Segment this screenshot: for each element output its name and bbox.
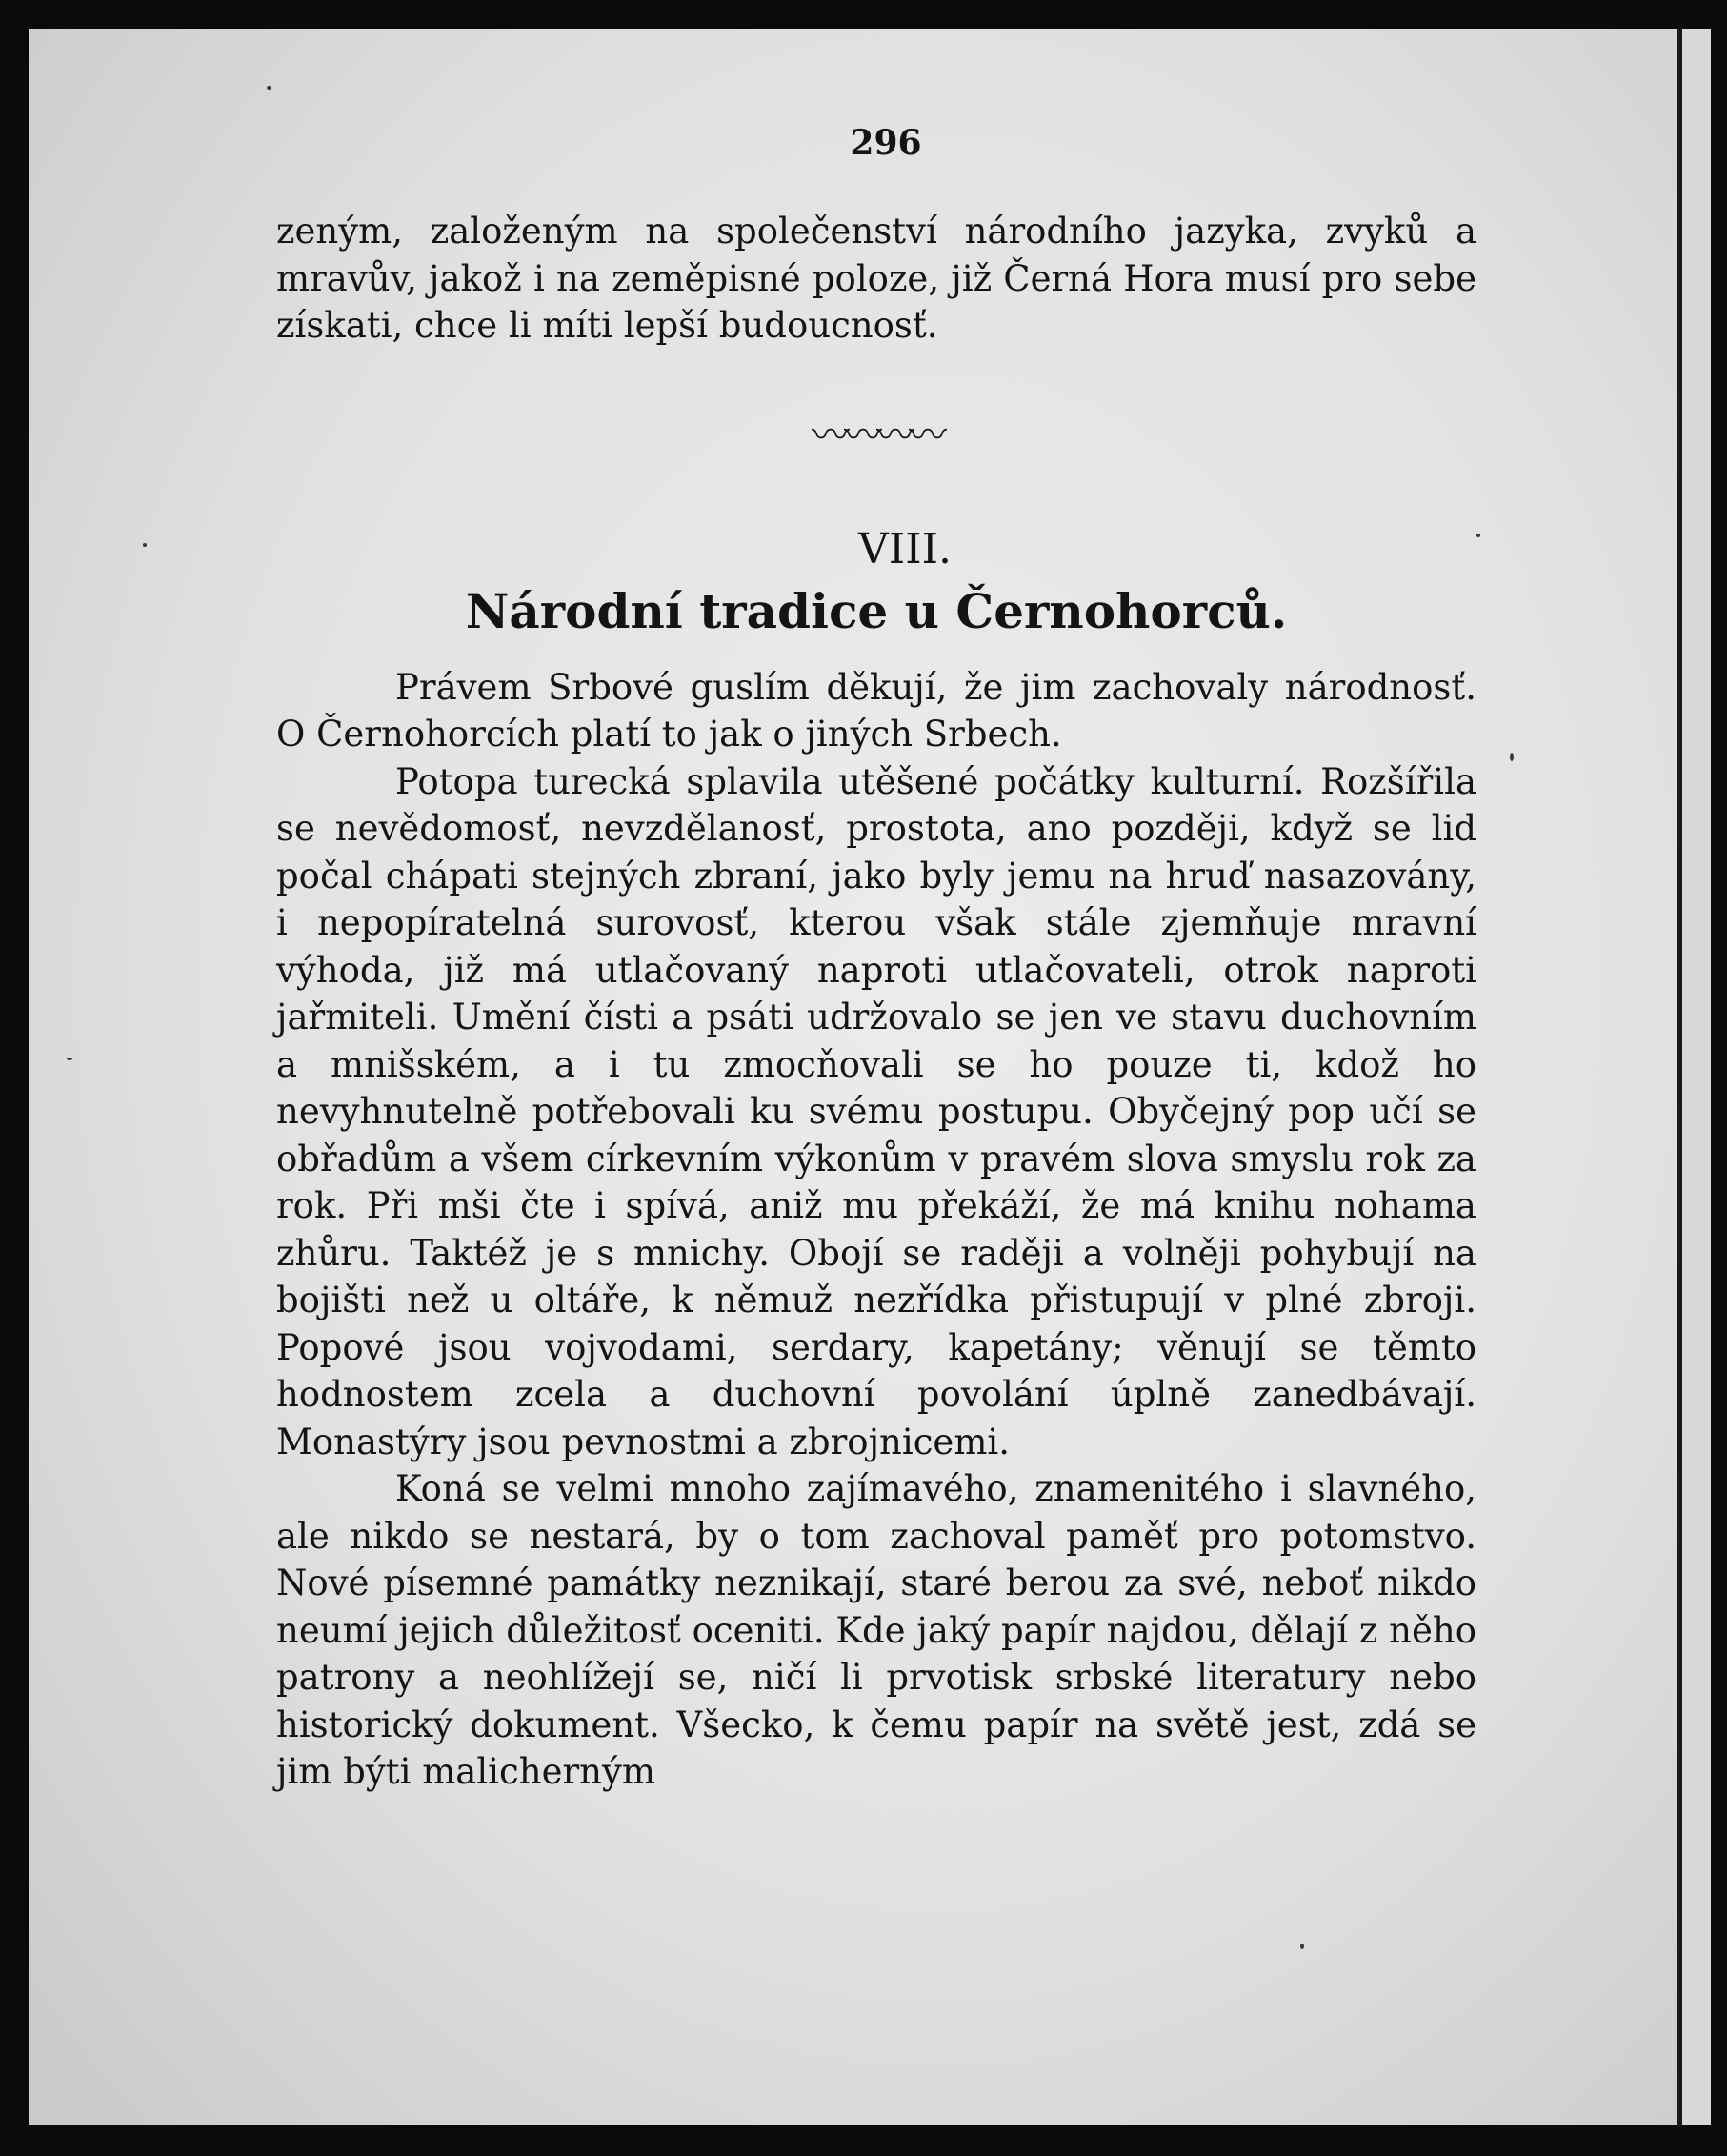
scan-speck bbox=[1510, 753, 1514, 761]
ornament-divider: 〰〰〰〰 bbox=[812, 413, 941, 457]
scan-speck bbox=[267, 86, 271, 90]
paragraph: Potopa turecká splavila utěšené počátky kulturní. Rozšířila se nevědomosť, nevzdělanosť, prostota, ano později, když se lid počal chápati stejných zbraní, jako byly jemu na hruď nasazovány, i nepopíratelná surovosť, kterou však stále zjemňuje mravní výhoda, již má utlačovaný naproti utlačovateli, otrok naproti jařmiteli. Umění čísti a psáti udržovalo se jen ve stavu duchovním a mnišském, a i tu zmocňovali se ho pouze ti, kdož ho nevyhnutelně potřebovali ku svému postupu. Obyčejný pop učí se obřadům a všem církevním výkonům v pravém slova smyslu rok za rok. Při mši čte i spívá, aniž mu překáží, že má knihu nohama zhůru. Taktéž je s mnichy. Obojí se raději a volněji pohybují na bojišti než u oltáře, k němuž nezřídka přistupují v plné zbroji. Popové jsou vojvodami, serdary, kapetány; věnují se těmto hodnostem zcela a duchovní povolání úplně zanedbávají. Monastýry jsou pevnostmi a zbrojnicemi. bbox=[276, 760, 1476, 1462]
paragraph: Koná se velmi mnoho zajímavého, znamenitého i slavného, ale nikdo se nestará, by o tom zachoval paměť pro potomstvo. Nové písemné památky neznikají, staré berou za své, neboť nikdo neumí jejich důležitosť oceniti. Kde jaký papír najdou, dělají z něho patrony a neohlížejí se, ničí li prvotisk srbské literatury nebo historický dokument. Všecko, k čemu papír na světě jest, zdá se jim býti malicherným bbox=[276, 1468, 1476, 1792]
intro-paragraph: zeným, založeným na společenství národního jazyka, zvyků a mravův, jakož i na zeměpisné poloze, již Černá Hora musí pro sebe získati, chce li míti lepší budoucnosť. bbox=[276, 211, 1476, 346]
scan-speck bbox=[67, 1058, 72, 1060]
scan-speck bbox=[143, 543, 147, 547]
text-block bbox=[276, 114, 1476, 1796]
chapter-number: VIII. bbox=[858, 524, 952, 574]
scan-speck bbox=[1476, 534, 1480, 537]
paragraph: Právem Srbové guslím děkují, že jim zachovaly národnosť. O Černohorcích platí to jak o jiných Srbech. bbox=[276, 666, 1476, 755]
chapter-title: Národní tradice u Černohorců. bbox=[465, 582, 1288, 639]
page-number: 296 bbox=[850, 123, 922, 163]
scan-speck bbox=[1300, 1944, 1304, 1949]
next-page-edge bbox=[1677, 29, 1711, 2125]
